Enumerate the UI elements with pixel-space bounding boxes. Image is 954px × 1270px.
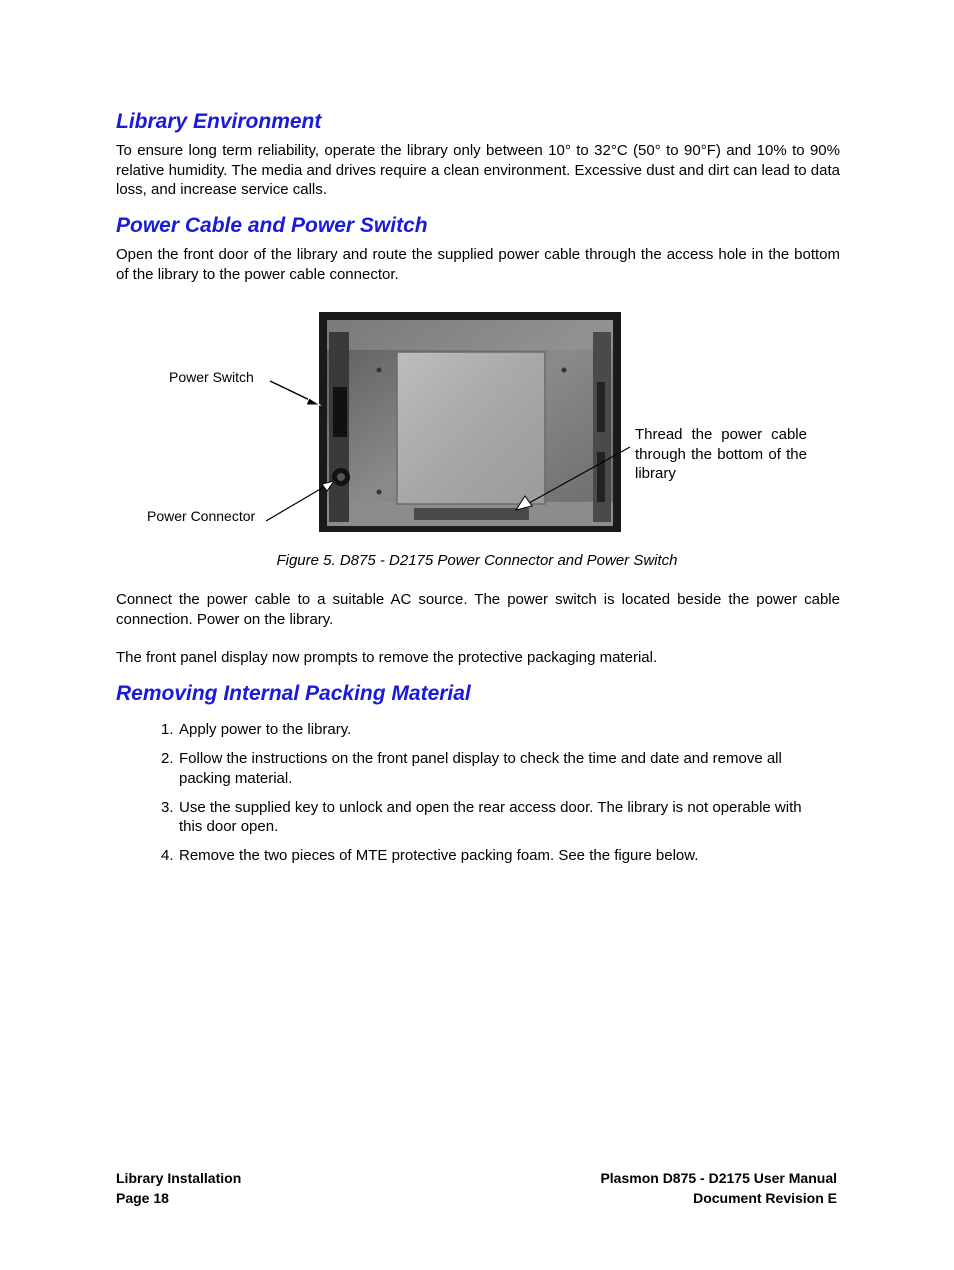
paragraph-power-cable: Open the front door of the library and route the supplied power cable through the access hole in the bottom of the library to the power cable connector. — [116, 246, 840, 283]
paragraph-connect-power: Connect the power cable to a suitable AC source. The power switch is located beside the power cable connection. Power on the library. — [116, 591, 840, 628]
list-item — [161, 749, 819, 788]
step-text: Remove the two pieces of MTE protective packing foam. See the figure below. — [179, 847, 699, 864]
step-number: 1. — [161, 721, 174, 738]
list-item — [161, 720, 819, 740]
step-text: Follow the instructions on the front panel display to check the time and date and remove all packing material. — [179, 750, 782, 787]
footer-left — [116, 1169, 241, 1208]
footer-page-number: Page 18 — [116, 1189, 169, 1206]
paragraph-environment: To ensure long term reliability, operate the library only between 10° to 32°C (50° to 90°F) and 10% to 90% relative humidity. The media and drives require a clean environment. Excessive dust and dirt can lead to data loss, and increase service calls. — [116, 142, 840, 198]
step-text: Use the supplied key to unlock and open the rear access door. The library is not operable with this door open. — [179, 798, 802, 835]
footer-manual-title: Plasmon D875 - D2175 User Manual — [600, 1170, 837, 1186]
step-number: 2. — [161, 750, 174, 767]
footer-chapter: Library Installation — [116, 1170, 242, 1186]
list-item — [161, 846, 819, 866]
label-power-connector: Power Connector — [147, 508, 256, 524]
packing-steps-list — [161, 720, 819, 875]
footer-revision: Document Revision E — [693, 1189, 837, 1206]
heading-power-cable: Power Cable and Power Switch — [116, 214, 428, 237]
label-thread-cable-note: Thread the power cable through the bottom of the library — [635, 426, 807, 482]
step-number: 4. — [161, 847, 174, 864]
heading-removing-packing: Removing Internal Packing Material — [116, 682, 471, 705]
paragraph-front-panel-prompt: The front panel display now prompts to remove the protective packaging material. — [116, 649, 658, 666]
footer-right — [560, 1169, 837, 1208]
figure-caption: Figure 5. D875 - D2175 Power Connector and Power Switch — [276, 552, 678, 569]
label-power-switch: Power Switch — [169, 369, 254, 385]
step-number: 3. — [161, 798, 174, 816]
list-item — [161, 798, 819, 837]
step-text: Apply power to the library. — [179, 721, 352, 738]
heading-library-environment: Library Environment — [116, 110, 322, 133]
